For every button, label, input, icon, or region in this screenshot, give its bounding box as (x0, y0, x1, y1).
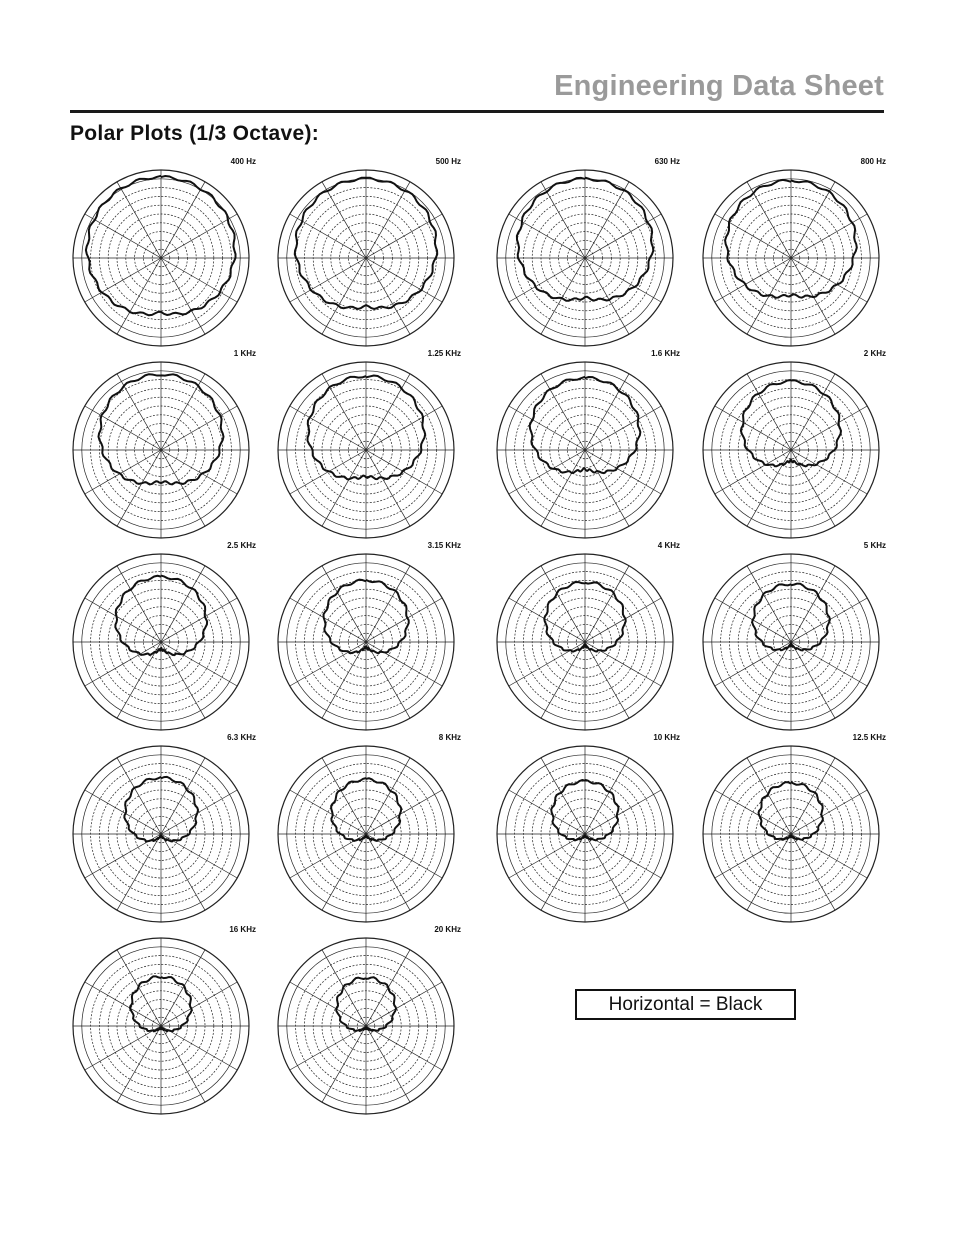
polar-plot-svg (271, 163, 461, 353)
frequency-label: 5 KHz (863, 541, 886, 550)
polar-spoke (85, 790, 161, 834)
polar-spoke (161, 258, 205, 334)
polar-spoke (161, 982, 237, 1026)
polar-spoke (366, 182, 410, 258)
polar-spoke (161, 214, 237, 258)
polar-spoke (117, 1026, 161, 1102)
polar-spoke (585, 182, 629, 258)
frequency-label: 1 KHz (233, 349, 256, 358)
frequency-label: 500 Hz (435, 157, 461, 166)
polar-spoke (366, 450, 442, 494)
polar-plot-svg (490, 547, 680, 737)
frequency-label: 2 KHz (863, 349, 886, 358)
polar-spoke (541, 258, 585, 334)
polar-spoke (117, 834, 161, 910)
frequency-label: 630 Hz (654, 157, 680, 166)
polar-plot-svg (66, 355, 256, 545)
polar-spoke (161, 406, 237, 450)
polar-spoke (161, 790, 237, 834)
legend-text: Horizontal = Black (608, 993, 763, 1015)
polar-plot-svg (66, 163, 256, 353)
polar-spoke (322, 182, 366, 258)
polar-plot (696, 733, 886, 929)
polar-plot (271, 349, 461, 545)
polar-plot-svg (66, 739, 256, 929)
polar-spoke (747, 566, 791, 642)
polar-plot (271, 925, 461, 1121)
polar-spoke (366, 258, 442, 302)
polar-spoke (585, 758, 629, 834)
frequency-label: 3.15 KHz (427, 541, 461, 550)
polar-spoke (322, 258, 366, 334)
polar-spoke (715, 790, 791, 834)
polar-plot-svg (66, 931, 256, 1121)
polar-plot (66, 733, 256, 929)
polar-spoke (715, 834, 791, 878)
polar-spoke (161, 450, 237, 494)
frequency-label: 6.3 KHz (227, 733, 256, 742)
polar-spoke (791, 566, 835, 642)
polar-spoke (117, 182, 161, 258)
frequency-label: 400 Hz (230, 157, 256, 166)
polar-spoke (366, 642, 410, 718)
polar-spoke (791, 182, 835, 258)
polar-spoke (585, 214, 661, 258)
polar-spoke (161, 450, 205, 526)
polar-spoke (585, 374, 629, 450)
polar-spoke (747, 758, 791, 834)
frequency-label: 800 Hz (860, 157, 886, 166)
polar-plot (696, 541, 886, 737)
polar-spoke (161, 258, 237, 302)
polar-spoke (509, 642, 585, 686)
polar-spoke (322, 1026, 366, 1102)
polar-spoke (509, 258, 585, 302)
polar-spoke (541, 182, 585, 258)
polar-spoke (290, 406, 366, 450)
polar-spoke (85, 982, 161, 1026)
polar-plot-svg (271, 547, 461, 737)
polar-spoke (791, 790, 867, 834)
polar-spoke (85, 642, 161, 686)
polar-spoke (85, 406, 161, 450)
polar-spoke (161, 834, 205, 910)
polar-spoke (747, 834, 791, 910)
polar-spoke (290, 258, 366, 302)
polar-spoke (117, 450, 161, 526)
frequency-label: 12.5 KHz (852, 733, 886, 742)
polar-spoke (290, 982, 366, 1026)
polar-spoke (541, 374, 585, 450)
polar-spoke (366, 1026, 442, 1070)
polar-spoke (322, 642, 366, 718)
polar-plot (66, 925, 256, 1121)
polar-spoke (366, 374, 410, 450)
polar-spoke (161, 1026, 237, 1070)
polar-spoke (791, 258, 867, 302)
polar-spoke (366, 406, 442, 450)
polar-plot-svg (490, 739, 680, 929)
polar-spoke (715, 258, 791, 302)
polar-spoke (791, 642, 835, 718)
frequency-label: 20 KHz (434, 925, 461, 934)
header-rule (70, 110, 884, 113)
polar-spoke (541, 758, 585, 834)
polar-spoke (585, 642, 629, 718)
polar-spoke (366, 258, 410, 334)
polar-plot (271, 157, 461, 353)
polar-spoke (366, 790, 442, 834)
polar-plot (696, 157, 886, 353)
polar-spoke (161, 950, 205, 1026)
polar-plot-svg (490, 163, 680, 353)
polar-plot-svg (271, 739, 461, 929)
polar-spoke (509, 214, 585, 258)
polar-spoke (290, 1026, 366, 1070)
polar-spoke (541, 642, 585, 718)
polar-spoke (541, 450, 585, 526)
polar-plot (490, 349, 680, 545)
polar-spoke (117, 758, 161, 834)
polar-spoke (366, 214, 442, 258)
polar-spoke (85, 214, 161, 258)
polar-spoke (366, 834, 410, 910)
frequency-label: 16 KHz (229, 925, 256, 934)
polar-plot-svg (271, 355, 461, 545)
document-title: Engineering Data Sheet (554, 70, 884, 102)
polar-spoke (322, 834, 366, 910)
polar-spoke (541, 834, 585, 910)
polar-spoke (791, 450, 835, 526)
polar-plot (490, 541, 680, 737)
polar-spoke (585, 834, 629, 910)
polar-plot-svg (696, 355, 886, 545)
polar-plot-svg (271, 931, 461, 1121)
polar-plot-svg (696, 739, 886, 929)
polar-spoke (117, 258, 161, 334)
frequency-label: 10 KHz (653, 733, 680, 742)
polar-plot-svg (66, 547, 256, 737)
polar-spoke (290, 214, 366, 258)
polar-spoke (366, 450, 410, 526)
polar-plot (66, 349, 256, 545)
frequency-label: 2.5 KHz (227, 541, 256, 550)
polar-spoke (322, 758, 366, 834)
polar-spoke (161, 1026, 205, 1102)
polar-plot (271, 541, 461, 737)
polar-spoke (585, 642, 661, 686)
polar-spoke (715, 406, 791, 450)
section-title: Polar Plots (1/3 Octave): (70, 122, 320, 145)
polar-spoke (290, 790, 366, 834)
polar-spoke (585, 790, 661, 834)
polar-spoke (85, 450, 161, 494)
polar-spoke (366, 642, 442, 686)
polar-spoke (585, 406, 661, 450)
polar-spoke (366, 1026, 410, 1102)
legend-box (575, 989, 796, 1020)
polar-spoke (747, 450, 791, 526)
polar-spoke (366, 758, 410, 834)
polar-spoke (791, 642, 867, 686)
polar-spoke (161, 182, 205, 258)
polar-spoke (366, 982, 442, 1026)
polar-spoke (509, 406, 585, 450)
polar-plot-svg (696, 547, 886, 737)
polar-spoke (585, 450, 629, 526)
polar-plot-svg (490, 355, 680, 545)
polar-spoke (290, 642, 366, 686)
polar-spoke (85, 1026, 161, 1070)
frequency-label: 8 KHz (438, 733, 461, 742)
polar-spoke (322, 374, 366, 450)
polar-spoke (161, 642, 237, 686)
frequency-label: 4 KHz (657, 541, 680, 550)
frequency-label: 1.6 KHz (651, 349, 680, 358)
polar-plot (66, 541, 256, 737)
polar-spoke (791, 406, 867, 450)
polar-spoke (161, 758, 205, 834)
polar-spoke (791, 834, 835, 910)
polar-plot (490, 733, 680, 929)
polar-spoke (509, 790, 585, 834)
polar-spoke (322, 450, 366, 526)
polar-plot (66, 157, 256, 353)
polar-plot (271, 733, 461, 929)
polar-spoke (791, 758, 835, 834)
polar-plot (696, 349, 886, 545)
frequency-label: 1.25 KHz (427, 349, 461, 358)
polar-plot (490, 157, 680, 353)
polar-spoke (85, 598, 161, 642)
polar-spoke (161, 598, 237, 642)
polar-spoke (747, 642, 791, 718)
polar-plot-svg (696, 163, 886, 353)
